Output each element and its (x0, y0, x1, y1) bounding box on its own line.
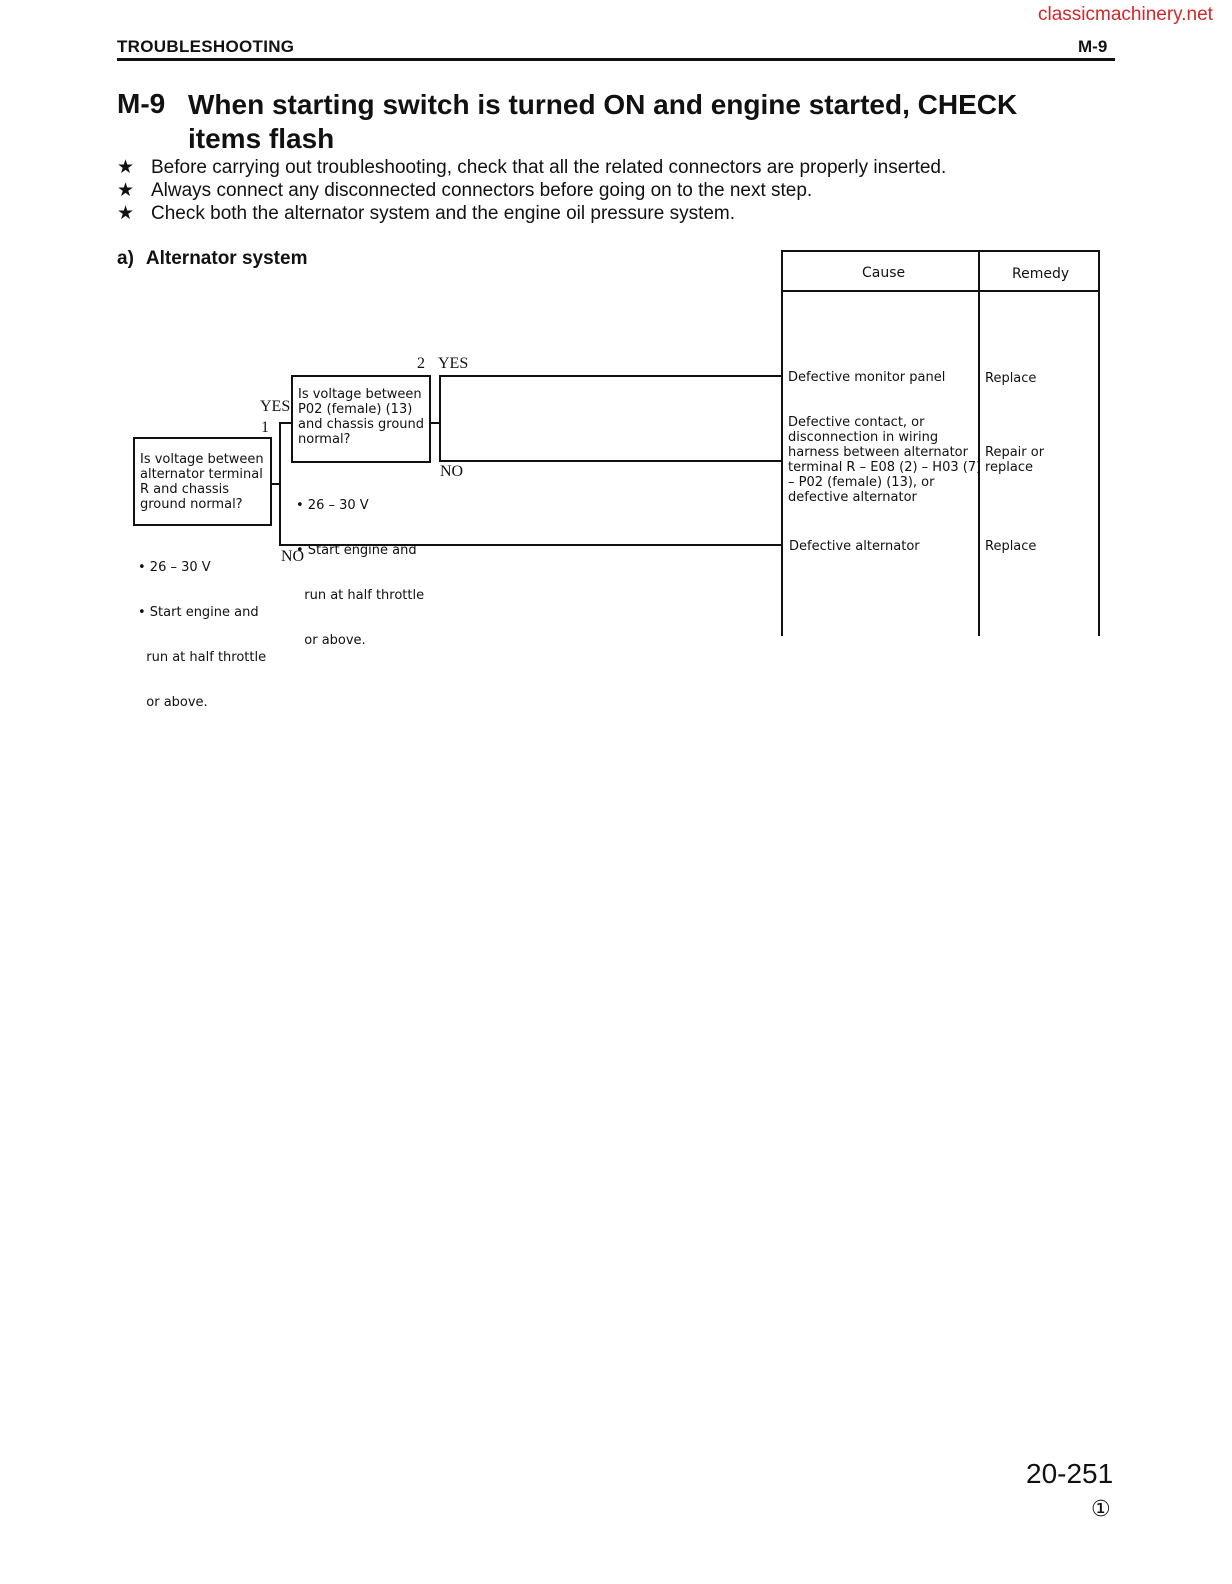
table-row-cause: Defective monitor panel (788, 370, 946, 385)
step1-yes-label: YES (260, 398, 291, 415)
step1-no-label: NO (281, 548, 305, 565)
header-code: M-9 (1078, 37, 1108, 56)
table-row-remedy: Replace (985, 371, 1037, 386)
table-row-cause: Defective contact, or disconnection in wiring harness between alternator terminal R – E08 (2) – H03 (7) – P02 (female) (13), or defective alternator (788, 415, 982, 505)
section-title: Alternator system (145, 248, 308, 269)
section-heading (117, 248, 307, 270)
section-label: a) (117, 248, 134, 269)
cause-header: Cause (862, 265, 906, 281)
star-icon: ★ (117, 157, 135, 178)
revision-mark: ① (1091, 1496, 1111, 1521)
step2-notes: • 26 – 30 V • Start engine and run at half throttle or above. (296, 498, 425, 648)
star-icon: ★ (117, 203, 135, 224)
page-number: 20-251 (1026, 1458, 1114, 1489)
title-number: M-9 (117, 88, 166, 119)
watermark: classicmachinery.net (1038, 4, 1213, 25)
page-title: When starting switch is turned ON and engine started, CHECK items flash (188, 89, 1018, 154)
step1-number: 1 (261, 419, 269, 436)
connector-line (439, 460, 782, 462)
step2-no-label: NO (440, 463, 464, 480)
step2-number: 2 (417, 355, 425, 372)
step2-yes-label: YES (438, 355, 469, 372)
list-item: ★ Always connect any disconnected connectors before going on to the next step. (117, 180, 813, 201)
precaution-list (117, 156, 946, 225)
list-item: ★ Check both the alternator system and the engine oil pressure system. (117, 203, 736, 224)
table-row-cause: Defective alternator (789, 539, 920, 554)
table-row-remedy: Repair or replace (985, 445, 1045, 475)
star-icon: ★ (117, 180, 135, 201)
table-row-remedy: Replace (985, 539, 1037, 554)
table-left-border (781, 250, 783, 636)
step1-question: Is voltage between alternator terminal R and chassis ground normal? (140, 452, 264, 512)
connector-line (439, 375, 441, 462)
step1-notes: • 26 – 30 V • Start engine and run at half throttle or above. (138, 560, 267, 710)
table-right-border (1098, 250, 1100, 636)
table-top-border (781, 250, 1100, 252)
header-section: TROUBLESHOOTING (117, 37, 295, 56)
remedy-header: Remedy (1012, 266, 1070, 282)
step2-question: Is voltage between P02 (female) (13) and chassis ground normal? (298, 387, 425, 447)
connector-line (439, 375, 782, 377)
list-item: ★ Before carrying out troubleshooting, check that all the related connectors are properly inserted. (117, 157, 947, 178)
header-rule (117, 58, 1115, 61)
table-header-rule (781, 290, 1100, 292)
